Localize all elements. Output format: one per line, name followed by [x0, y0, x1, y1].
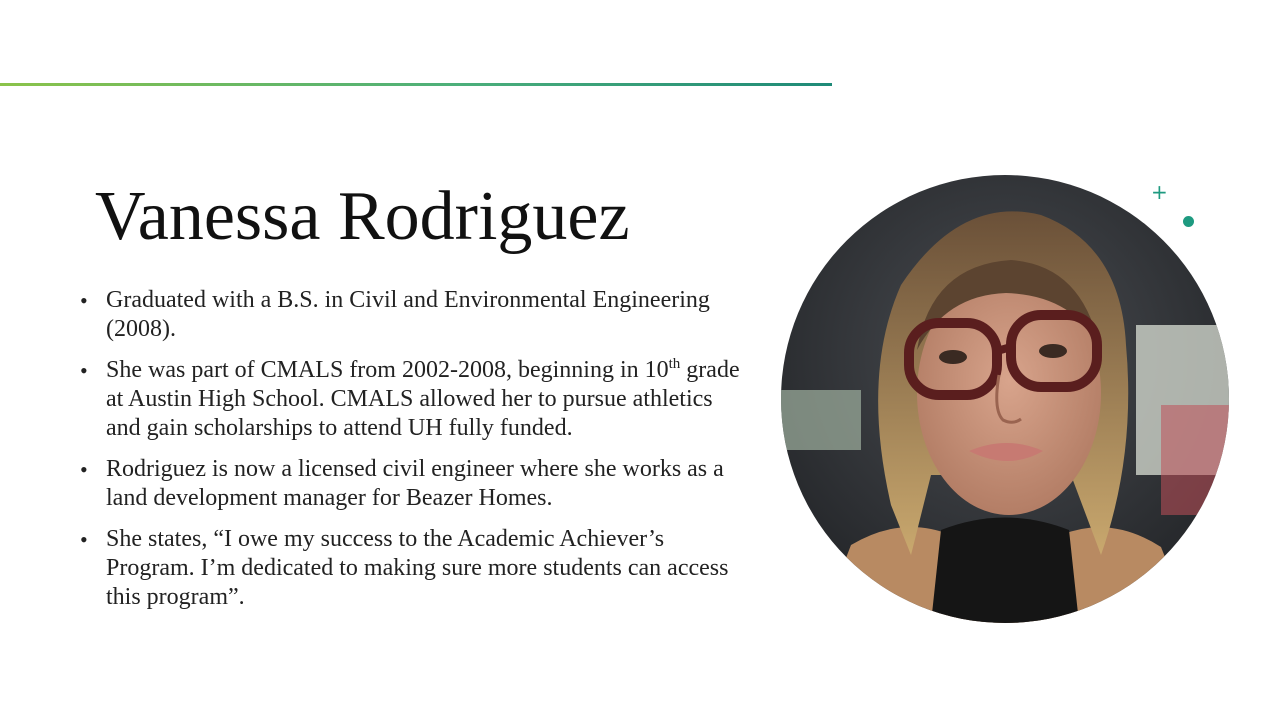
portrait-photo — [781, 175, 1229, 623]
bullet-marker: • — [80, 527, 88, 552]
top-accent-rule — [0, 83, 832, 86]
bullet-item — [80, 286, 750, 344]
bullet-text: Rodriguez is now a licensed civil engineer where she works as a land development manager for Beazer Homes. — [106, 456, 724, 511]
ordinal-superscript: th — [668, 356, 681, 372]
portrait-illustration — [781, 175, 1229, 623]
bullet-text: Graduated with a B.S. in Civil and Environmental Engineering (2008). — [106, 287, 710, 342]
bullet-item — [80, 525, 750, 612]
slide-title: Vanessa Rodriguez — [95, 178, 630, 255]
bullet-text-end: grade at Austin High School. CMALS allowed her to pursue athletics and gain scholarships to attend UH fully funded. — [106, 357, 740, 441]
bullet-marker: • — [80, 288, 88, 313]
bullet-list — [80, 286, 750, 624]
bullet-text-start: She was part of CMALS from 2002-2008, beginning in 10 — [106, 357, 669, 383]
bullet-text: She states, “I owe my success to the Academic Achiever’s Program. I’m dedicated to making sure more students can access this program”. — [106, 526, 729, 610]
plus-decoration-icon: + — [1151, 180, 1168, 204]
dot-decoration — [1183, 216, 1194, 227]
bullet-item — [80, 455, 750, 513]
bullet-marker: • — [80, 457, 88, 482]
bullet-item — [80, 356, 750, 443]
bullet-marker: • — [80, 358, 88, 383]
